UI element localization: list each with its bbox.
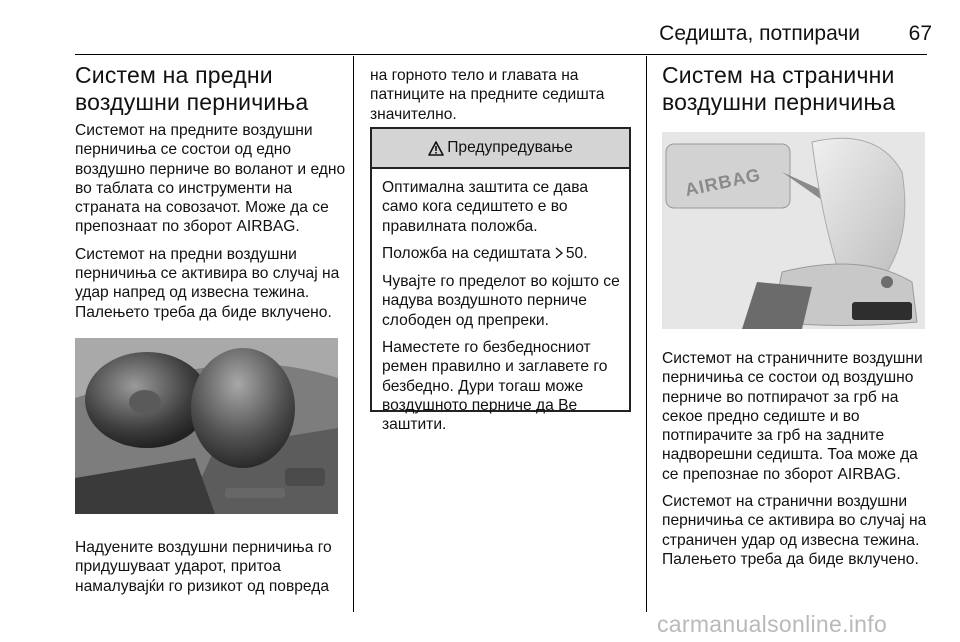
inflated-airbags-illustration [75, 338, 338, 514]
warning-p3: Чувајте го пределот во којшто се надува воздушното перниче слободен од препреки. [382, 273, 620, 329]
seat-airbag-illustration [662, 132, 925, 329]
front-airbag-title: Систем на предни воздушни перничиња [75, 62, 309, 115]
front-airbag-activation: Системот на предни воздушни перничиња се активира во случај на удар напред од извесна тежина. Палењето треба да биде вклучено. [75, 245, 340, 321]
column-divider-left [353, 56, 354, 612]
seat-position-page-link[interactable]: 50 [565, 244, 584, 262]
header-rule [75, 54, 927, 55]
right-column [662, 62, 928, 577]
left-column [75, 62, 347, 604]
warning-p2: Положба на седиштата 50. [382, 244, 621, 264]
warning-header [372, 129, 629, 169]
seat-airbag-label: AIRBAG [683, 164, 763, 201]
side-airbag-description: Системот на страничните воздушни перничиња се состои од воздушно перниче во потпирачот за грб на секое предно седиште и во потпирачите за грб на задните надворешни седишта. Тоа може да се препознае по зборот AIRBAG. [662, 350, 923, 483]
seat-airbag-photo [662, 132, 925, 329]
page-ref-arrow-icon [555, 245, 563, 264]
side-airbag-title: Систем на странични воздушни перничиња [662, 62, 896, 115]
page-number: 67 [908, 22, 932, 45]
warning-triangle-icon [428, 141, 444, 156]
warning-p1: Оптимална заштита се дава само кога седиштето е во правилната положба. [382, 179, 589, 235]
middle-column [370, 66, 632, 132]
page-header-title: Седишта, потпирачи [659, 22, 860, 45]
warning-body [372, 169, 629, 435]
caption-continuation: на горното тело и главата на патниците на предните седишта значително. [370, 67, 605, 123]
watermark: carmanualsonline.info [657, 611, 888, 637]
warning-p4: Наместете го безбедносниот ремен правилно и заглавете го безбедно. Дури тогаш може воздушното перниче да Ве заштити. [382, 339, 608, 434]
warning-box [370, 127, 631, 434]
side-airbag-activation: Системот на странични воздушни перничиња се активира во случај на страничен удар од извесна тежина. Палењето треба да биде вклучено. [662, 493, 927, 568]
front-airbag-description: Системот на предните воздушни перничиња се состои од едно воздушно перниче во воланот и едно во таблата со инструменти на страната на совозачот. Може да се препознаат по зборот AIRBAG. [75, 122, 346, 236]
column-divider-right [646, 56, 647, 612]
warning-title: Предупредување [447, 139, 573, 156]
photo-caption: Надуените воздушни перничиња го придушуваат ударот, притоа намалувајќи го ризикот од повреда [75, 538, 332, 595]
inflated-airbags-photo [75, 338, 338, 514]
